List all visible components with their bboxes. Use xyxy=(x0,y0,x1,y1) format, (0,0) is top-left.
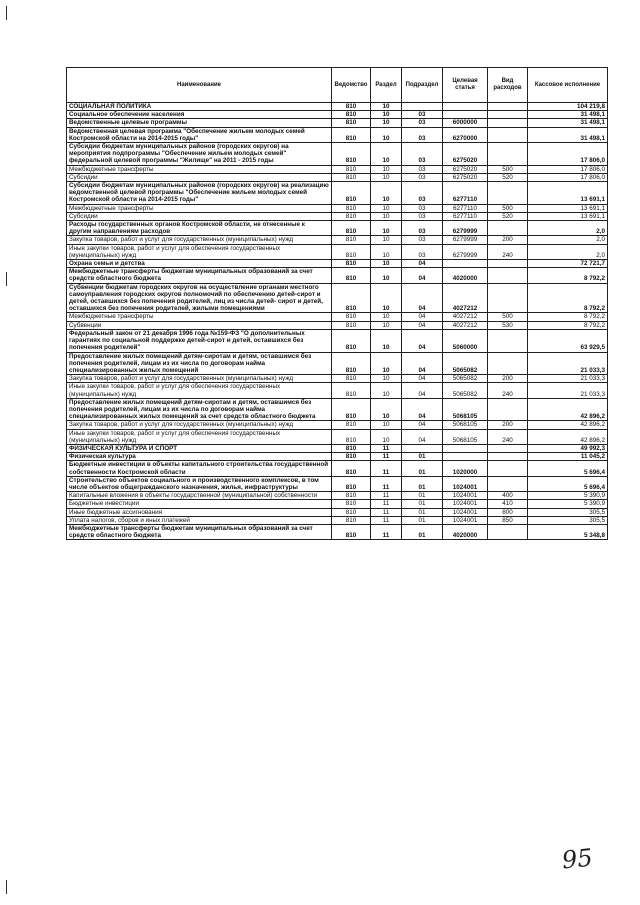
row-razdel: 10 xyxy=(371,204,402,212)
row-vedomstvo: 810 xyxy=(332,268,371,283)
row-vedomstvo: 810 xyxy=(332,375,371,383)
row-vedomstvo: 810 xyxy=(332,212,371,220)
table-row xyxy=(67,492,608,500)
row-vedomstvo: 810 xyxy=(332,461,371,476)
table-row xyxy=(67,476,608,491)
row-vid-rashodov xyxy=(488,143,528,166)
row-vid-rashodov xyxy=(488,453,528,461)
row-podrazdel: 04 xyxy=(402,321,443,329)
row-name: Субсидии xyxy=(67,212,332,220)
row-podrazdel: 03 xyxy=(402,119,443,127)
row-vid-rashodov: 200 xyxy=(488,375,528,383)
table-row xyxy=(67,461,608,476)
table-row xyxy=(67,236,608,244)
row-kassovoe-ispolnenie: 42 896,2 xyxy=(528,429,608,444)
row-podrazdel: 01 xyxy=(402,492,443,500)
row-kassovoe-ispolnenie: 5 390,9 xyxy=(528,492,608,500)
row-vedomstvo: 810 xyxy=(332,453,371,461)
row-name: Иные закупки товаров, работ и услуг для обеспечения государственных (муниципальных) нужд xyxy=(67,383,332,398)
row-name: Предоставление жилых помещений детям-сиротам и детям, оставшимся без попечения родителей, лицам из их числа по договорам найма специализированных жилых помещений xyxy=(67,352,332,375)
row-celevaya-statya xyxy=(443,453,488,461)
table-row xyxy=(67,313,608,321)
header-vid-rashodov: Вид расходов xyxy=(488,68,528,103)
row-vedomstvo: 810 xyxy=(332,244,371,259)
row-kassovoe-ispolnenie: 5 348,8 xyxy=(528,524,608,539)
header-name: Наименование xyxy=(67,68,332,103)
row-name: Субсидии бюджетам муниципальных районов (городских округов) на реализацию ведомственной целевой программы "Обеспечение жильем молодых семей Костромской области на 2014-2015 годы" xyxy=(67,182,332,205)
row-vedomstvo: 810 xyxy=(332,508,371,516)
table-row xyxy=(67,321,608,329)
row-vedomstvo: 810 xyxy=(332,476,371,491)
row-vedomstvo: 810 xyxy=(332,429,371,444)
row-podrazdel: 04 xyxy=(402,260,443,268)
row-vid-rashodov xyxy=(488,268,528,283)
row-vedomstvo: 810 xyxy=(332,321,371,329)
row-celevaya-statya: 4020000 xyxy=(443,268,488,283)
row-vid-rashodov xyxy=(488,352,528,375)
row-podrazdel: 04 xyxy=(402,329,443,352)
row-celevaya-statya xyxy=(443,103,488,111)
row-kassovoe-ispolnenie: 8 792,2 xyxy=(528,268,608,283)
row-kassovoe-ispolnenie: 5 390,9 xyxy=(528,500,608,508)
row-celevaya-statya: 4027212 xyxy=(443,313,488,321)
row-podrazdel: 04 xyxy=(402,352,443,375)
row-celevaya-statya: 5068105 xyxy=(443,398,488,421)
table-row xyxy=(67,260,608,268)
row-celevaya-statya: 5068105 xyxy=(443,421,488,429)
row-name: Межбюджетные трансферты xyxy=(67,313,332,321)
row-vid-rashodov: 520 xyxy=(488,212,528,220)
row-vedomstvo: 810 xyxy=(332,127,371,142)
row-podrazdel: 03 xyxy=(402,182,443,205)
row-kassovoe-ispolnenie: 42 896,2 xyxy=(528,398,608,421)
row-name: Иные закупки товаров, работ и услуг для обеспечения государственных (муниципальных) нужд xyxy=(67,244,332,259)
row-vid-rashodov xyxy=(488,182,528,205)
row-podrazdel: 03 xyxy=(402,143,443,166)
table-row xyxy=(67,119,608,127)
row-celevaya-statya: 6275020 xyxy=(443,165,488,173)
row-vedomstvo: 810 xyxy=(332,383,371,398)
row-celevaya-statya: 6279999 xyxy=(443,236,488,244)
row-kassovoe-ispolnenie: 17 806,0 xyxy=(528,165,608,173)
table-row xyxy=(67,500,608,508)
row-celevaya-statya: 5065082 xyxy=(443,352,488,375)
row-podrazdel: 04 xyxy=(402,268,443,283)
row-vedomstvo: 810 xyxy=(332,352,371,375)
row-podrazdel: 03 xyxy=(402,244,443,259)
row-vedomstvo: 810 xyxy=(332,103,371,111)
row-kassovoe-ispolnenie: 17 806,0 xyxy=(528,173,608,181)
row-celevaya-statya: 1020000 xyxy=(443,461,488,476)
row-razdel: 10 xyxy=(371,313,402,321)
row-razdel: 11 xyxy=(371,461,402,476)
row-kassovoe-ispolnenie: 31 498,1 xyxy=(528,111,608,119)
row-name: ФИЗИЧЕСКАЯ КУЛЬТУРА И СПОРТ xyxy=(67,444,332,452)
row-kassovoe-ispolnenie: 8 792,2 xyxy=(528,313,608,321)
row-razdel: 10 xyxy=(371,165,402,173)
row-name: Межбюджетные трансферты бюджетам муниципальных образований за счет средств областного бюджета xyxy=(67,268,332,283)
row-name: Межбюджетные трансферты xyxy=(67,165,332,173)
table-row xyxy=(67,173,608,181)
row-celevaya-statya: 5068105 xyxy=(443,429,488,444)
header-celevaya-statya: Целевая статья xyxy=(443,68,488,103)
row-celevaya-statya: 6279999 xyxy=(443,244,488,259)
row-celevaya-statya: 1024001 xyxy=(443,492,488,500)
row-podrazdel: 01 xyxy=(402,461,443,476)
row-vid-rashodov: 240 xyxy=(488,429,528,444)
table-row xyxy=(67,268,608,283)
row-kassovoe-ispolnenie: 49 992,3 xyxy=(528,444,608,452)
row-vid-rashodov: 850 xyxy=(488,516,528,524)
row-name: Расходы государственных органов Костромской области, не отнесенные к другим направлениям расходов xyxy=(67,221,332,236)
row-kassovoe-ispolnenie: 2,0 xyxy=(528,221,608,236)
row-name: СОЦИАЛЬНАЯ ПОЛИТИКА xyxy=(67,103,332,111)
row-podrazdel: 03 xyxy=(402,165,443,173)
row-podrazdel: 01 xyxy=(402,524,443,539)
row-vedomstvo: 810 xyxy=(332,283,371,313)
row-name: Строительство объектов социального и производственного комплексов, в том числе объектов общегражданского назначения, жилья, инфраструктуры xyxy=(67,476,332,491)
table-row xyxy=(67,383,608,398)
row-podrazdel: 03 xyxy=(402,127,443,142)
row-name: Физическая культура xyxy=(67,453,332,461)
row-vedomstvo: 810 xyxy=(332,398,371,421)
table-row xyxy=(67,508,608,516)
table-row xyxy=(67,204,608,212)
table-row xyxy=(67,111,608,119)
row-name: Бюджетные инвестиции xyxy=(67,500,332,508)
row-razdel: 10 xyxy=(371,212,402,220)
row-razdel: 11 xyxy=(371,476,402,491)
row-kassovoe-ispolnenie: 8 792,2 xyxy=(528,321,608,329)
row-name: Иные закупки товаров, работ и услуг для обеспечения государственных (муниципальных) нужд xyxy=(67,429,332,444)
row-razdel: 10 xyxy=(371,329,402,352)
row-kassovoe-ispolnenie: 11 045,2 xyxy=(528,453,608,461)
row-podrazdel: 03 xyxy=(402,221,443,236)
row-vedomstvo: 810 xyxy=(332,236,371,244)
table-row xyxy=(67,182,608,205)
row-celevaya-statya: 6270000 xyxy=(443,127,488,142)
row-vid-rashodov xyxy=(488,127,528,142)
row-name: Субсидии xyxy=(67,173,332,181)
row-vid-rashodov: 200 xyxy=(488,236,528,244)
row-kassovoe-ispolnenie: 21 033,3 xyxy=(528,352,608,375)
row-podrazdel: 04 xyxy=(402,398,443,421)
row-vedomstvo: 810 xyxy=(332,173,371,181)
table-row xyxy=(67,103,608,111)
row-vedomstvo: 810 xyxy=(332,143,371,166)
row-razdel: 10 xyxy=(371,182,402,205)
row-razdel: 10 xyxy=(371,221,402,236)
row-name: Предоставление жилых помещений детям-сиротам и детям, оставшимся без попечения родителей, лицам из их числа по договорам найма специализированных жилых помещений за счет средств областного бюджета xyxy=(67,398,332,421)
row-razdel: 10 xyxy=(371,352,402,375)
row-vid-rashodov xyxy=(488,119,528,127)
table-row xyxy=(67,524,608,539)
row-razdel: 10 xyxy=(371,375,402,383)
table-row xyxy=(67,516,608,524)
table-row xyxy=(67,244,608,259)
row-vid-rashodov: 500 xyxy=(488,165,528,173)
row-celevaya-statya xyxy=(443,111,488,119)
row-podrazdel: 04 xyxy=(402,383,443,398)
row-razdel: 10 xyxy=(371,383,402,398)
scan-edge-mark-bottom xyxy=(6,880,7,894)
row-celevaya-statya xyxy=(443,444,488,452)
row-vid-rashodov: 240 xyxy=(488,244,528,259)
header-kassovoe-ispolnenie: Кассовое исполнение xyxy=(528,68,608,103)
row-name: Субвенции бюджетам городских округов на осуществление органами местного самоуправления городских округов полномочий по обеспечению детей-сирот и детей, оставшихся без попечения родителей, лиц из числа детей- сирот и детей, оставшихся без попечения родителей, жилыми помещениями xyxy=(67,283,332,313)
row-vedomstvo: 810 xyxy=(332,111,371,119)
row-razdel: 11 xyxy=(371,524,402,539)
row-name: Ведомственные целевые программы xyxy=(67,119,332,127)
row-celevaya-statya: 5065082 xyxy=(443,375,488,383)
row-name: Социальное обеспечение населения xyxy=(67,111,332,119)
row-vedomstvo: 810 xyxy=(332,165,371,173)
row-razdel: 10 xyxy=(371,283,402,313)
row-celevaya-statya: 6275020 xyxy=(443,143,488,166)
header-razdel: Раздел xyxy=(371,68,402,103)
row-kassovoe-ispolnenie: 63 929,5 xyxy=(528,329,608,352)
row-name: Межбюджетные трансферты бюджетам муниципальных образований за счет средств областного бюджета xyxy=(67,524,332,539)
table-row xyxy=(67,143,608,166)
row-podrazdel: 04 xyxy=(402,375,443,383)
row-kassovoe-ispolnenie: 31 498,1 xyxy=(528,127,608,142)
table-row xyxy=(67,429,608,444)
row-podrazdel: 01 xyxy=(402,508,443,516)
row-celevaya-statya: 6277110 xyxy=(443,182,488,205)
row-name: Закупка товаров, работ и услуг для государственных (муниципальных) нужд xyxy=(67,375,332,383)
row-vid-rashodov xyxy=(488,111,528,119)
row-celevaya-statya: 6277110 xyxy=(443,212,488,220)
row-vid-rashodov: 500 xyxy=(488,204,528,212)
row-kassovoe-ispolnenie: 21 033,3 xyxy=(528,383,608,398)
row-podrazdel: 04 xyxy=(402,429,443,444)
row-razdel: 11 xyxy=(371,516,402,524)
row-razdel: 10 xyxy=(371,236,402,244)
row-razdel: 10 xyxy=(371,398,402,421)
row-vid-rashodov xyxy=(488,461,528,476)
row-razdel: 11 xyxy=(371,492,402,500)
row-name: Закупка товаров, работ и услуг для государственных (муниципальных) нужд xyxy=(67,421,332,429)
row-celevaya-statya: 6279999 xyxy=(443,221,488,236)
row-vid-rashodov xyxy=(488,221,528,236)
row-kassovoe-ispolnenie: 17 806,0 xyxy=(528,143,608,166)
row-kassovoe-ispolnenie: 5 696,4 xyxy=(528,476,608,491)
row-podrazdel: 03 xyxy=(402,111,443,119)
table-row xyxy=(67,212,608,220)
row-vedomstvo: 810 xyxy=(332,221,371,236)
row-vid-rashodov xyxy=(488,260,528,268)
row-vedomstvo: 810 xyxy=(332,260,371,268)
header-podrazdel: Подраздел xyxy=(402,68,443,103)
row-vedomstvo: 810 xyxy=(332,313,371,321)
row-podrazdel: 04 xyxy=(402,421,443,429)
row-vid-rashodov: 800 xyxy=(488,508,528,516)
row-name: Бюджетные инвестиции в объекты капитального строительства государственной собственности Костромской области xyxy=(67,461,332,476)
row-name: Межбюджетные трансферты xyxy=(67,204,332,212)
row-vid-rashodov: 530 xyxy=(488,321,528,329)
row-razdel: 10 xyxy=(371,143,402,166)
row-podrazdel xyxy=(402,103,443,111)
row-celevaya-statya: 5060000 xyxy=(443,329,488,352)
row-kassovoe-ispolnenie: 5 696,4 xyxy=(528,461,608,476)
header-vedomstvo: Ведомство xyxy=(332,68,371,103)
row-name: Иные бюджетные ассигнования xyxy=(67,508,332,516)
row-vid-rashodov: 240 xyxy=(488,383,528,398)
row-podrazdel: 03 xyxy=(402,173,443,181)
row-vid-rashodov: 520 xyxy=(488,173,528,181)
row-vedomstvo: 810 xyxy=(332,516,371,524)
row-podrazdel: 03 xyxy=(402,236,443,244)
row-razdel: 10 xyxy=(371,321,402,329)
budget-execution-table xyxy=(66,67,608,540)
row-kassovoe-ispolnenie: 72 721,7 xyxy=(528,260,608,268)
row-kassovoe-ispolnenie: 13 691,1 xyxy=(528,182,608,205)
table-row xyxy=(67,221,608,236)
row-podrazdel: 01 xyxy=(402,516,443,524)
table-row xyxy=(67,398,608,421)
row-podrazdel: 04 xyxy=(402,283,443,313)
row-vedomstvo: 810 xyxy=(332,329,371,352)
row-vid-rashodov: 500 xyxy=(488,313,528,321)
row-vid-rashodov xyxy=(488,283,528,313)
row-name: Капитальные вложения в объекты государственной (муниципальной) собственности xyxy=(67,492,332,500)
row-vid-rashodov: 410 xyxy=(488,500,528,508)
row-razdel: 10 xyxy=(371,421,402,429)
row-razdel: 10 xyxy=(371,119,402,127)
row-name: Субсидии бюджетам муниципальных районов (городских округов) на мероприятия подпрограммы "Обеспечение жильем молодых семей" федеральной целевой программы "Жилище" на 2011 - 2015 годы xyxy=(67,143,332,166)
table-row xyxy=(67,283,608,313)
row-celevaya-statya: 6277110 xyxy=(443,204,488,212)
table-body xyxy=(67,103,608,540)
row-razdel: 10 xyxy=(371,429,402,444)
row-vid-rashodov xyxy=(488,524,528,539)
row-vid-rashodov xyxy=(488,103,528,111)
row-kassovoe-ispolnenie: 305,5 xyxy=(528,508,608,516)
row-celevaya-statya: 6000000 xyxy=(443,119,488,127)
row-name: Охрана семьи и детства xyxy=(67,260,332,268)
row-vid-rashodov xyxy=(488,444,528,452)
row-kassovoe-ispolnenie: 13 691,1 xyxy=(528,212,608,220)
row-razdel: 11 xyxy=(371,444,402,452)
row-celevaya-statya: 5065082 xyxy=(443,383,488,398)
table-row xyxy=(67,352,608,375)
table-row xyxy=(67,165,608,173)
row-celevaya-statya: 4020000 xyxy=(443,524,488,539)
scan-edge-mark-left xyxy=(6,272,7,286)
row-kassovoe-ispolnenie: 104 219,8 xyxy=(528,103,608,111)
row-razdel: 11 xyxy=(371,500,402,508)
row-vedomstvo: 810 xyxy=(332,119,371,127)
row-celevaya-statya: 1024001 xyxy=(443,516,488,524)
row-celevaya-statya: 1024001 xyxy=(443,500,488,508)
table-row xyxy=(67,375,608,383)
row-vid-rashodov: 200 xyxy=(488,421,528,429)
row-vedomstvo: 810 xyxy=(332,421,371,429)
row-razdel: 10 xyxy=(371,127,402,142)
row-celevaya-statya: 1024001 xyxy=(443,476,488,491)
row-razdel: 10 xyxy=(371,111,402,119)
row-celevaya-statya xyxy=(443,260,488,268)
table-row xyxy=(67,329,608,352)
row-vedomstvo: 810 xyxy=(332,204,371,212)
row-kassovoe-ispolnenie: 21 033,3 xyxy=(528,375,608,383)
row-podrazdel: 04 xyxy=(402,313,443,321)
table-row xyxy=(67,127,608,142)
row-vid-rashodov xyxy=(488,476,528,491)
row-razdel: 10 xyxy=(371,260,402,268)
row-vedomstvo: 810 xyxy=(332,182,371,205)
row-name: Закупка товаров, работ и услуг для государственных (муниципальных) нужд xyxy=(67,236,332,244)
row-vedomstvo: 810 xyxy=(332,444,371,452)
row-razdel: 10 xyxy=(371,244,402,259)
row-kassovoe-ispolnenie: 8 792,2 xyxy=(528,283,608,313)
row-podrazdel: 03 xyxy=(402,212,443,220)
row-vedomstvo: 810 xyxy=(332,524,371,539)
row-kassovoe-ispolnenie: 305,5 xyxy=(528,516,608,524)
row-kassovoe-ispolnenie: 2,0 xyxy=(528,244,608,259)
row-razdel: 10 xyxy=(371,268,402,283)
row-razdel: 11 xyxy=(371,508,402,516)
row-celevaya-statya: 6275020 xyxy=(443,173,488,181)
row-celevaya-statya: 4027212 xyxy=(443,321,488,329)
row-vid-rashodov xyxy=(488,329,528,352)
row-vedomstvo: 810 xyxy=(332,492,371,500)
row-podrazdel: 03 xyxy=(402,204,443,212)
row-name: Субвенции xyxy=(67,321,332,329)
scan-edge-mark-top xyxy=(6,6,7,20)
row-name: Ведомственная целевая программа "Обеспечение жильем молодых семей Костромской области на 2014-2015 годы" xyxy=(67,127,332,142)
row-kassovoe-ispolnenie: 13 691,1 xyxy=(528,204,608,212)
row-celevaya-statya: 4027212 xyxy=(443,283,488,313)
page-number: 95 xyxy=(560,843,594,875)
row-name: Уплата налогов, сборов и иных платежей xyxy=(67,516,332,524)
row-vid-rashodov: 400 xyxy=(488,492,528,500)
row-kassovoe-ispolnenie: 31 498,1 xyxy=(528,119,608,127)
row-celevaya-statya: 1024001 xyxy=(443,508,488,516)
row-name: Федеральный закон от 21 декабря 1996 года №159-ФЗ "О дополнительных гарантиях по социальной поддержке детей-сирот и детей, оставшихся без попечения родителей" xyxy=(67,329,332,352)
row-vedomstvo: 810 xyxy=(332,500,371,508)
row-podrazdel: 01 xyxy=(402,453,443,461)
row-razdel: 11 xyxy=(371,453,402,461)
row-podrazdel: 01 xyxy=(402,500,443,508)
table-row xyxy=(67,453,608,461)
row-podrazdel: 01 xyxy=(402,476,443,491)
row-razdel: 10 xyxy=(371,103,402,111)
table-header-row xyxy=(67,68,608,103)
row-kassovoe-ispolnenie: 42 896,2 xyxy=(528,421,608,429)
table-row xyxy=(67,444,608,452)
row-vid-rashodov xyxy=(488,398,528,421)
row-razdel: 10 xyxy=(371,173,402,181)
row-kassovoe-ispolnenie: 2,0 xyxy=(528,236,608,244)
row-podrazdel xyxy=(402,444,443,452)
table-row xyxy=(67,421,608,429)
